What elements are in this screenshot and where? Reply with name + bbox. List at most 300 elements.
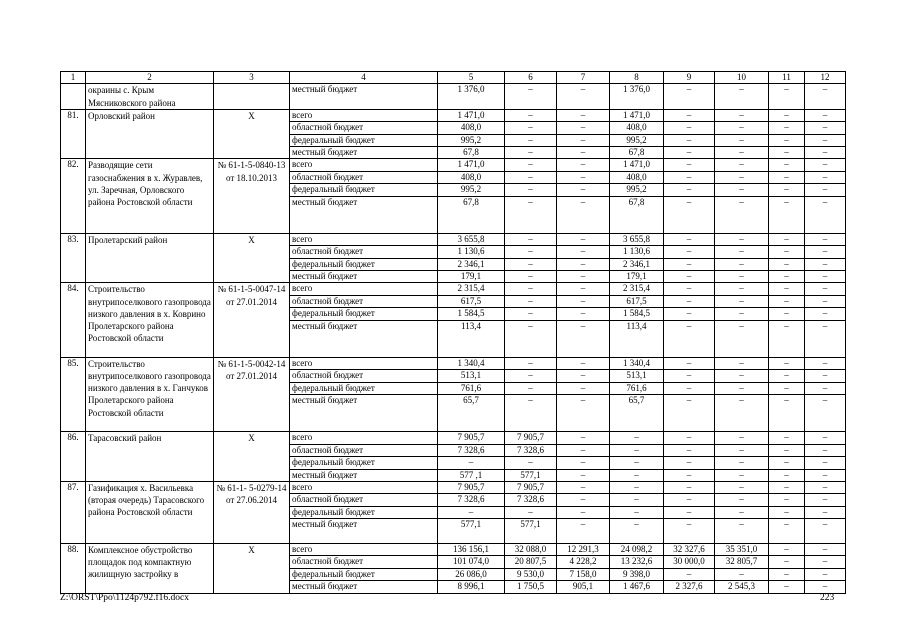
expertise-document: Х: [214, 543, 290, 593]
amount-cell: 12 291,3: [557, 543, 610, 555]
amount-cell: –: [557, 481, 610, 493]
amount-cell: 113,4: [438, 320, 505, 357]
amount-cell: –: [505, 122, 557, 134]
amount-cell: 4 228,2: [557, 556, 610, 568]
amount-cell: –: [557, 246, 610, 258]
amount-cell: –: [505, 109, 557, 121]
amount-cell: –: [610, 506, 664, 518]
amount-cell: –: [610, 432, 664, 444]
amount-cell: –: [557, 84, 610, 109]
amount-cell: –: [505, 308, 557, 320]
header-cell: 9: [664, 72, 715, 84]
row-number: 88.: [61, 543, 86, 593]
amount-cell: –: [769, 109, 805, 121]
amount-cell: –: [557, 134, 610, 146]
funding-source: местный бюджет: [290, 147, 438, 159]
amount-cell: –: [557, 519, 610, 544]
amount-cell: –: [505, 271, 557, 283]
object-name: Строительство внутрипоселкового газопровода низкого давления в х. Коврино Пролетарского района Ростовской области: [86, 283, 214, 357]
amount-cell: 20 807,5: [505, 556, 557, 568]
funding-source: всего: [290, 432, 438, 444]
amount-cell: –: [769, 519, 805, 544]
amount-cell: 65,7: [438, 395, 505, 432]
amount-cell: 995,2: [438, 134, 505, 146]
amount-cell: –: [769, 457, 805, 469]
funding-source: местный бюджет: [290, 84, 438, 109]
funding-source: всего: [290, 543, 438, 555]
amount-cell: –: [805, 308, 846, 320]
amount-cell: –: [715, 295, 769, 307]
funding-source: местный бюджет: [290, 395, 438, 432]
amount-cell: 761,6: [438, 382, 505, 394]
funding-source: областной бюджет: [290, 171, 438, 183]
amount-cell: –: [664, 147, 715, 159]
amount-cell: –: [664, 519, 715, 544]
amount-cell: 408,0: [610, 122, 664, 134]
amount-cell: 2 545,3: [715, 581, 769, 593]
amount-cell: –: [769, 258, 805, 270]
amount-cell: 7 905,7: [505, 432, 557, 444]
amount-cell: –: [805, 370, 846, 382]
amount-cell: –: [557, 395, 610, 432]
amount-cell: –: [664, 84, 715, 109]
amount-cell: 7 328,6: [505, 494, 557, 506]
amount-cell: –: [557, 494, 610, 506]
funding-source: всего: [290, 283, 438, 295]
amount-cell: –: [769, 134, 805, 146]
amount-cell: –: [805, 457, 846, 469]
amount-cell: 1 471,0: [610, 109, 664, 121]
amount-cell: –: [664, 320, 715, 357]
amount-cell: –: [769, 246, 805, 258]
amount-cell: –: [505, 357, 557, 369]
amount-cell: –: [769, 320, 805, 357]
amount-cell: –: [664, 432, 715, 444]
table-row: [61, 283, 846, 295]
amount-cell: –: [715, 246, 769, 258]
amount-cell: –: [769, 147, 805, 159]
budget-table: [60, 71, 846, 594]
row-number: 87.: [61, 481, 86, 543]
funding-source: местный бюджет: [290, 519, 438, 544]
amount-cell: 1 376,0: [438, 84, 505, 109]
amount-cell: –: [769, 432, 805, 444]
amount-cell: –: [557, 109, 610, 121]
amount-cell: 1 376,0: [610, 84, 664, 109]
amount-cell: –: [557, 320, 610, 357]
amount-cell: 35 351,0: [715, 543, 769, 555]
amount-cell: 1 340,4: [610, 357, 664, 369]
funding-source: местный бюджет: [290, 469, 438, 481]
amount-cell: 577,1: [438, 519, 505, 544]
amount-cell: –: [769, 395, 805, 432]
amount-cell: –: [805, 147, 846, 159]
amount-cell: –: [715, 444, 769, 456]
amount-cell: –: [664, 469, 715, 481]
amount-cell: 113,4: [610, 320, 664, 357]
amount-cell: –: [805, 84, 846, 109]
amount-cell: 9 530,0: [505, 568, 557, 580]
table-row: [61, 84, 846, 109]
amount-cell: 13 232,6: [610, 556, 664, 568]
header-cell: 10: [715, 72, 769, 84]
amount-cell: –: [769, 444, 805, 456]
amount-cell: 408,0: [610, 171, 664, 183]
amount-cell: –: [505, 506, 557, 518]
row-number: 85.: [61, 357, 86, 431]
amount-cell: –: [610, 457, 664, 469]
amount-cell: 7 905,7: [438, 432, 505, 444]
funding-source: областной бюджет: [290, 370, 438, 382]
amount-cell: –: [557, 271, 610, 283]
amount-cell: 1 584,5: [610, 308, 664, 320]
header-cell: 8: [610, 72, 664, 84]
amount-cell: –: [557, 444, 610, 456]
amount-cell: –: [664, 271, 715, 283]
funding-source: всего: [290, 357, 438, 369]
expertise-document: № 61-1-5-0840-13 от 18.10.2013: [214, 159, 290, 233]
amount-cell: –: [805, 581, 846, 593]
amount-cell: 905,1: [557, 581, 610, 593]
amount-cell: –: [505, 84, 557, 109]
amount-cell: –: [715, 382, 769, 394]
amount-cell: –: [769, 469, 805, 481]
amount-cell: –: [715, 568, 769, 580]
amount-cell: –: [805, 196, 846, 233]
amount-cell: 577,1: [505, 519, 557, 544]
amount-cell: 995,2: [610, 184, 664, 196]
amount-cell: –: [664, 568, 715, 580]
amount-cell: –: [805, 568, 846, 580]
amount-cell: –: [769, 271, 805, 283]
expertise-document: [214, 84, 290, 109]
amount-cell: 761,6: [610, 382, 664, 394]
amount-cell: –: [664, 295, 715, 307]
amount-cell: –: [769, 308, 805, 320]
object-name: Разводящие сети газоснабжения в х. Журавлев, ул. Заречная, Орловского района Ростовской области: [86, 159, 214, 233]
amount-cell: –: [805, 556, 846, 568]
amount-cell: –: [715, 432, 769, 444]
amount-cell: 32 088,0: [505, 543, 557, 555]
amount-cell: –: [769, 295, 805, 307]
funding-source: всего: [290, 109, 438, 121]
amount-cell: –: [505, 457, 557, 469]
row-number: [61, 84, 86, 109]
amount-cell: –: [505, 147, 557, 159]
header-cell: 12: [805, 72, 846, 84]
amount-cell: –: [557, 196, 610, 233]
amount-cell: –: [557, 147, 610, 159]
object-name: Газификация х. Васильевка (вторая очередь) Тарасовского района Ростовской области: [86, 481, 214, 543]
amount-cell: 3 655,8: [610, 233, 664, 245]
amount-cell: –: [805, 271, 846, 283]
amount-cell: –: [505, 233, 557, 245]
funding-source: местный бюджет: [290, 271, 438, 283]
table-row: [61, 543, 846, 555]
amount-cell: 1 467,6: [610, 581, 664, 593]
table-row: [61, 357, 846, 369]
amount-cell: –: [769, 196, 805, 233]
row-number: 86.: [61, 432, 86, 482]
amount-cell: 2 315,4: [438, 283, 505, 295]
amount-cell: 1 471,0: [610, 159, 664, 171]
row-number: 84.: [61, 283, 86, 357]
amount-cell: –: [664, 109, 715, 121]
amount-cell: –: [664, 357, 715, 369]
header-cell: 6: [505, 72, 557, 84]
amount-cell: 179,1: [438, 271, 505, 283]
amount-cell: 7 905,7: [438, 481, 505, 493]
amount-cell: –: [769, 84, 805, 109]
amount-cell: 617,5: [610, 295, 664, 307]
amount-cell: –: [805, 357, 846, 369]
amount-cell: –: [805, 494, 846, 506]
amount-cell: –: [715, 357, 769, 369]
object-name: Тарасовский район: [86, 432, 214, 482]
amount-cell: –: [505, 370, 557, 382]
amount-cell: –: [715, 233, 769, 245]
amount-cell: 513,1: [438, 370, 505, 382]
funding-source: федеральный бюджет: [290, 308, 438, 320]
amount-cell: –: [715, 494, 769, 506]
amount-cell: –: [505, 382, 557, 394]
amount-cell: 2 346,1: [438, 258, 505, 270]
amount-cell: 7 158,0: [557, 568, 610, 580]
amount-cell: –: [664, 506, 715, 518]
expertise-document: Х: [214, 109, 290, 159]
amount-cell: –: [505, 134, 557, 146]
object-name: Пролетарский район: [86, 233, 214, 283]
object-name: окраины с. Крым Мясниковского района: [86, 84, 214, 109]
amount-cell: –: [505, 395, 557, 432]
header-cell: 2: [86, 72, 214, 84]
amount-cell: –: [557, 171, 610, 183]
amount-cell: –: [664, 122, 715, 134]
amount-cell: –: [505, 258, 557, 270]
footer-file-path: Z:\ORST\Ppo\1124p792.f16.docx: [60, 593, 189, 603]
amount-cell: 7 328,6: [438, 494, 505, 506]
amount-cell: 67,8: [610, 196, 664, 233]
amount-cell: 67,8: [610, 147, 664, 159]
funding-source: областной бюджет: [290, 556, 438, 568]
amount-cell: –: [715, 320, 769, 357]
amount-cell: 995,2: [438, 184, 505, 196]
amount-cell: 513,1: [610, 370, 664, 382]
funding-source: федеральный бюджет: [290, 382, 438, 394]
expertise-document: Х: [214, 432, 290, 482]
amount-cell: –: [715, 159, 769, 171]
amount-cell: –: [715, 395, 769, 432]
amount-cell: –: [715, 481, 769, 493]
amount-cell: –: [715, 283, 769, 295]
amount-cell: –: [805, 543, 846, 555]
amount-cell: –: [769, 543, 805, 555]
header-cell: 5: [438, 72, 505, 84]
amount-cell: –: [769, 171, 805, 183]
amount-cell: –: [557, 469, 610, 481]
amount-cell: –: [805, 258, 846, 270]
amount-cell: –: [438, 457, 505, 469]
funding-source: областной бюджет: [290, 444, 438, 456]
amount-cell: –: [715, 258, 769, 270]
amount-cell: –: [664, 370, 715, 382]
amount-cell: –: [505, 320, 557, 357]
table-row: [61, 233, 846, 245]
amount-cell: –: [805, 519, 846, 544]
funding-source: всего: [290, 233, 438, 245]
amount-cell: –: [715, 196, 769, 233]
budget-table-container: [60, 71, 845, 594]
amount-cell: 101 074,0: [438, 556, 505, 568]
amount-cell: 1 130,6: [438, 246, 505, 258]
funding-source: федеральный бюджет: [290, 258, 438, 270]
amount-cell: –: [769, 233, 805, 245]
amount-cell: –: [805, 506, 846, 518]
amount-cell: –: [805, 382, 846, 394]
amount-cell: 32 805,7: [715, 556, 769, 568]
amount-cell: –: [664, 258, 715, 270]
row-number: 82.: [61, 159, 86, 233]
amount-cell: –: [769, 283, 805, 295]
amount-cell: 577 ,1: [438, 469, 505, 481]
amount-cell: –: [505, 246, 557, 258]
amount-cell: –: [664, 481, 715, 493]
table-row: [61, 159, 846, 171]
amount-cell: –: [769, 581, 805, 593]
amount-cell: 577,1: [505, 469, 557, 481]
amount-cell: –: [664, 171, 715, 183]
amount-cell: –: [557, 432, 610, 444]
amount-cell: –: [664, 233, 715, 245]
amount-cell: –: [715, 506, 769, 518]
amount-cell: –: [715, 147, 769, 159]
amount-cell: –: [557, 357, 610, 369]
amount-cell: –: [664, 196, 715, 233]
amount-cell: –: [557, 382, 610, 394]
object-name: Комплексное обустройство площадок под компактную жилищную застройку в: [86, 543, 214, 593]
funding-source: федеральный бюджет: [290, 457, 438, 469]
amount-cell: 1 130,6: [610, 246, 664, 258]
amount-cell: –: [664, 457, 715, 469]
amount-cell: –: [557, 295, 610, 307]
amount-cell: 67,8: [438, 147, 505, 159]
amount-cell: –: [557, 370, 610, 382]
amount-cell: –: [610, 481, 664, 493]
header-row: [61, 72, 846, 84]
amount-cell: 7 328,6: [505, 444, 557, 456]
amount-cell: –: [664, 494, 715, 506]
amount-cell: –: [769, 382, 805, 394]
amount-cell: –: [769, 506, 805, 518]
amount-cell: –: [715, 171, 769, 183]
object-name: Строительство внутрипоселкового газопровода низкого давления в х. Ганчуков Пролетарского района Ростовской области: [86, 357, 214, 431]
amount-cell: –: [664, 444, 715, 456]
header-cell: 11: [769, 72, 805, 84]
header-cell: 7: [557, 72, 610, 84]
amount-cell: –: [610, 519, 664, 544]
amount-cell: –: [610, 444, 664, 456]
amount-cell: –: [715, 109, 769, 121]
amount-cell: –: [557, 233, 610, 245]
funding-source: местный бюджет: [290, 196, 438, 233]
amount-cell: –: [805, 184, 846, 196]
amount-cell: –: [805, 109, 846, 121]
amount-cell: 3 655,8: [438, 233, 505, 245]
amount-cell: 408,0: [438, 122, 505, 134]
amount-cell: –: [805, 246, 846, 258]
amount-cell: 1 340,4: [438, 357, 505, 369]
expertise-document: № 61-1-5-0042-14 от 27.01.2014: [214, 357, 290, 431]
amount-cell: –: [805, 469, 846, 481]
amount-cell: 179,1: [610, 271, 664, 283]
amount-cell: –: [805, 320, 846, 357]
amount-cell: –: [805, 432, 846, 444]
amount-cell: –: [769, 568, 805, 580]
amount-cell: 7 905,7: [505, 481, 557, 493]
amount-cell: –: [505, 295, 557, 307]
amount-cell: –: [805, 481, 846, 493]
amount-cell: –: [805, 295, 846, 307]
amount-cell: –: [557, 457, 610, 469]
amount-cell: 1 471,0: [438, 109, 505, 121]
amount-cell: –: [557, 308, 610, 320]
amount-cell: –: [505, 171, 557, 183]
amount-cell: –: [715, 469, 769, 481]
funding-source: всего: [290, 481, 438, 493]
amount-cell: –: [557, 122, 610, 134]
amount-cell: –: [769, 122, 805, 134]
amount-cell: –: [805, 159, 846, 171]
expertise-document: Х: [214, 233, 290, 283]
expertise-document: № 61-1-5-0047-14 от 27.01.2014: [214, 283, 290, 357]
amount-cell: 8 996,1: [438, 581, 505, 593]
amount-cell: –: [505, 184, 557, 196]
funding-source: областной бюджет: [290, 122, 438, 134]
amount-cell: 67,8: [438, 196, 505, 233]
amount-cell: –: [769, 184, 805, 196]
funding-source: местный бюджет: [290, 581, 438, 593]
amount-cell: –: [664, 184, 715, 196]
funding-source: областной бюджет: [290, 295, 438, 307]
amount-cell: –: [715, 184, 769, 196]
funding-source: федеральный бюджет: [290, 184, 438, 196]
table-row: [61, 481, 846, 493]
funding-source: федеральный бюджет: [290, 506, 438, 518]
amount-cell: –: [805, 283, 846, 295]
amount-cell: –: [664, 134, 715, 146]
amount-cell: 617,5: [438, 295, 505, 307]
amount-cell: –: [769, 481, 805, 493]
amount-cell: –: [769, 556, 805, 568]
amount-cell: –: [805, 233, 846, 245]
expertise-document: № 61-1- 5-0279-14 от 27.06.2014: [214, 481, 290, 543]
amount-cell: 2 346,1: [610, 258, 664, 270]
row-number: 81.: [61, 109, 86, 159]
amount-cell: –: [805, 122, 846, 134]
amount-cell: –: [664, 395, 715, 432]
amount-cell: 65,7: [610, 395, 664, 432]
amount-cell: –: [610, 494, 664, 506]
funding-source: местный бюджет: [290, 320, 438, 357]
amount-cell: 32 327,6: [664, 543, 715, 555]
amount-cell: 136 156,1: [438, 543, 505, 555]
amount-cell: –: [715, 84, 769, 109]
amount-cell: –: [769, 159, 805, 171]
table-row: [61, 432, 846, 444]
amount-cell: –: [715, 519, 769, 544]
amount-cell: –: [664, 382, 715, 394]
amount-cell: –: [438, 506, 505, 518]
